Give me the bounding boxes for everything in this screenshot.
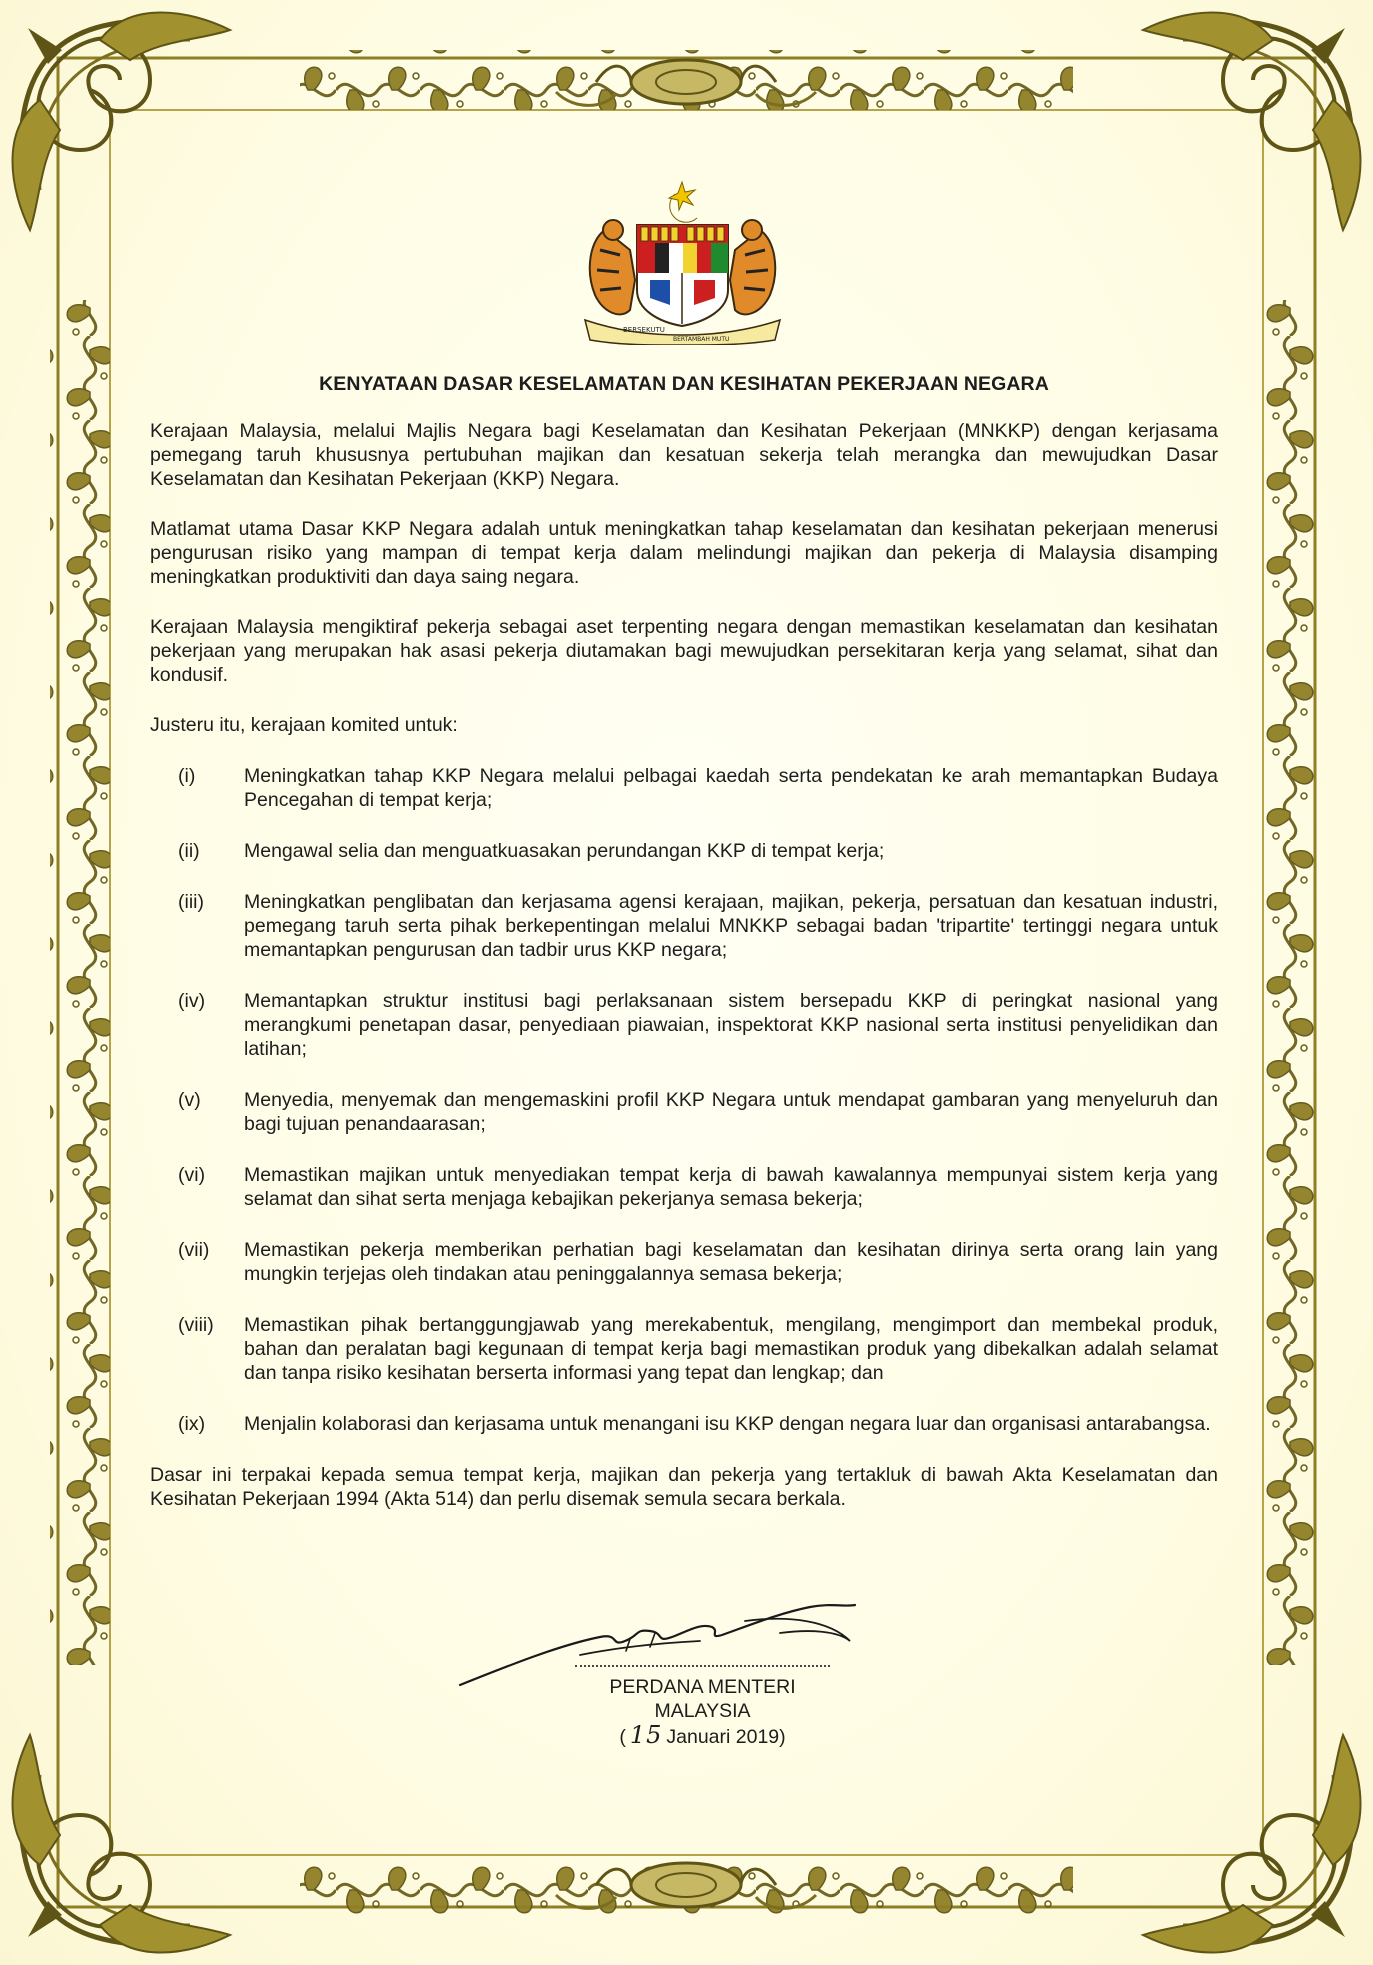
list-item-text: Memastikan majikan untuk menyediakan tempat kerja di bawah kawalannya mempunyai sistem kerja yang selamat dan sihat serta menjaga kebajikan pekerjanya semasa bekerja;: [244, 1164, 1218, 1210]
list-item: [150, 1412, 1218, 1436]
closing-paragraph: Dasar ini terpakai kepada semua tempat kerja, majikan dan pekerja yang tertakluk di bawah Akta Keselamatan dan Kesihatan Pekerjaan 1994 (Akta 514) dan perlu disemak semula secara berkala.: [150, 1464, 1218, 1510]
signatory-details: [575, 1675, 830, 1749]
list-item-number: (vi): [178, 1164, 206, 1186]
commitment-list: [150, 764, 1218, 1436]
coat-of-arms-emblem: [575, 180, 790, 345]
list-item: [150, 1088, 1218, 1136]
list-item: [150, 1163, 1218, 1211]
signatory-title: PERDANA MENTERI: [609, 1676, 796, 1698]
list-item: [150, 989, 1218, 1061]
list-item-text: Meningkatkan penglibatan dan kerjasama agensi kerajaan, majikan, pekerja, persatuan dan kesatuan industri, pemegang taruh serta pihak berkepentingan melalui MNKKP sebagai badan 'tripartite' tertinggi negara untuk memantapkan pengurusan dan tadbir urus KKP negara;: [244, 891, 1218, 961]
commitment-lead: Justeru itu, kerajaan komited untuk:: [150, 714, 458, 736]
list-item: [150, 1238, 1218, 1286]
list-item: [150, 839, 1218, 863]
list-item-number: (i): [178, 765, 196, 787]
list-item-text: Memastikan pihak bertanggungjawab yang merekabentuk, mengilang, mengimport dan membekal produk, bahan dan peralatan bagi kegunaan di tempat kerja bagi memastikan produk yang dibekalkan adalah selamat dan tanpa risiko kesihatan berserta informasi yang tepat dan lengkap; dan: [244, 1314, 1218, 1384]
list-item-number: (iv): [178, 990, 206, 1012]
list-item-text: Menyedia, menyemak dan mengemaskini profil KKP Negara untuk mendapat gambaran yang menyeluruh dan bagi tujuan penandaarasan;: [244, 1089, 1218, 1135]
list-item-text: Mengawal selia dan menguatkuasakan perundangan KKP di tempat kerja;: [244, 840, 885, 862]
date-day-handwritten: 15: [629, 1721, 663, 1749]
signatory-country: MALAYSIA: [654, 1700, 751, 1722]
date-month-year: Januari 2019): [666, 1726, 786, 1748]
signature-line: [575, 1665, 830, 1667]
list-item-text: Memastikan pekerja memberikan perhatian bagi keselamatan dan kesihatan dirinya serta orang lain yang mungkin terjejas oleh tindakan atau peninggalannya semasa bekerja;: [244, 1239, 1218, 1285]
list-item: [150, 890, 1218, 962]
crest-motto-left: BERSEKUTU: [623, 326, 665, 334]
list-item-number: (v): [178, 1089, 201, 1111]
intro-paragraph-1: Kerajaan Malaysia, melalui Majlis Negara bagi Keselamatan dan Kesihatan Pekerjaan (MNKKP) dengan kerjasama pemegang taruh khususnya pertubuhan majikan dan kesatuan sekerja telah merangka dan mewujudkan Dasar Keselamatan dan Kesihatan Pekerjaan (KKP) Negara.: [150, 420, 1218, 490]
signature-date: [575, 1723, 830, 1749]
intro-paragraph-3: Kerajaan Malaysia mengiktiraf pekerja sebagai aset terpenting negara dengan memastikan keselamatan dan kesihatan pekerjaan yang merupakan hak asasi pekerja diutamakan bagi mewujudkan persekitaran kerja yang selamat, sihat dan kondusif.: [150, 616, 1218, 686]
crest-motto-right: BERTAMBAH MUTU: [673, 336, 730, 343]
list-item-number: (viii): [178, 1314, 214, 1336]
date-open-paren: (: [619, 1726, 626, 1748]
list-item-number: (ix): [178, 1413, 206, 1435]
list-item-text: Memantapkan struktur institusi bagi perlaksanaan sistem bersepadu KKP di peringkat nasional yang merangkumi penetapan dasar, penyediaan piawaian, inspektorat KKP nasional serta institusi penyelidikan dan latihan;: [244, 990, 1218, 1060]
list-item-number: (vii): [178, 1239, 210, 1261]
list-item-text: Meningkatkan tahap KKP Negara melalui pelbagai kaedah serta pendekatan ke arah memantapkan Budaya Pencegahan di tempat kerja;: [244, 765, 1218, 811]
list-item-number: (iii): [178, 891, 204, 913]
signature-block: [450, 1585, 870, 1785]
list-item: [150, 1313, 1218, 1385]
list-item-text: Menjalin kolaborasi dan kerjasama untuk menangani isu KKP dengan negara luar dan organisasi antarabangsa.: [244, 1413, 1211, 1435]
list-item-number: (ii): [178, 840, 200, 862]
list-item: [150, 764, 1218, 812]
document-body: [150, 372, 1218, 1511]
document-title: KENYATAAN DASAR KESELAMATAN DAN KESIHATAN PEKERJAAN NEGARA: [319, 373, 1049, 395]
intro-paragraph-2: Matlamat utama Dasar KKP Negara adalah untuk meningkatkan tahap keselamatan dan kesihatan pekerjaan menerusi pengurusan risiko yang mampan di tempat kerja dalam melindungi majikan dan pekerja di Malaysia disamping meningkatkan produktiviti dan daya saing negara.: [150, 518, 1218, 588]
